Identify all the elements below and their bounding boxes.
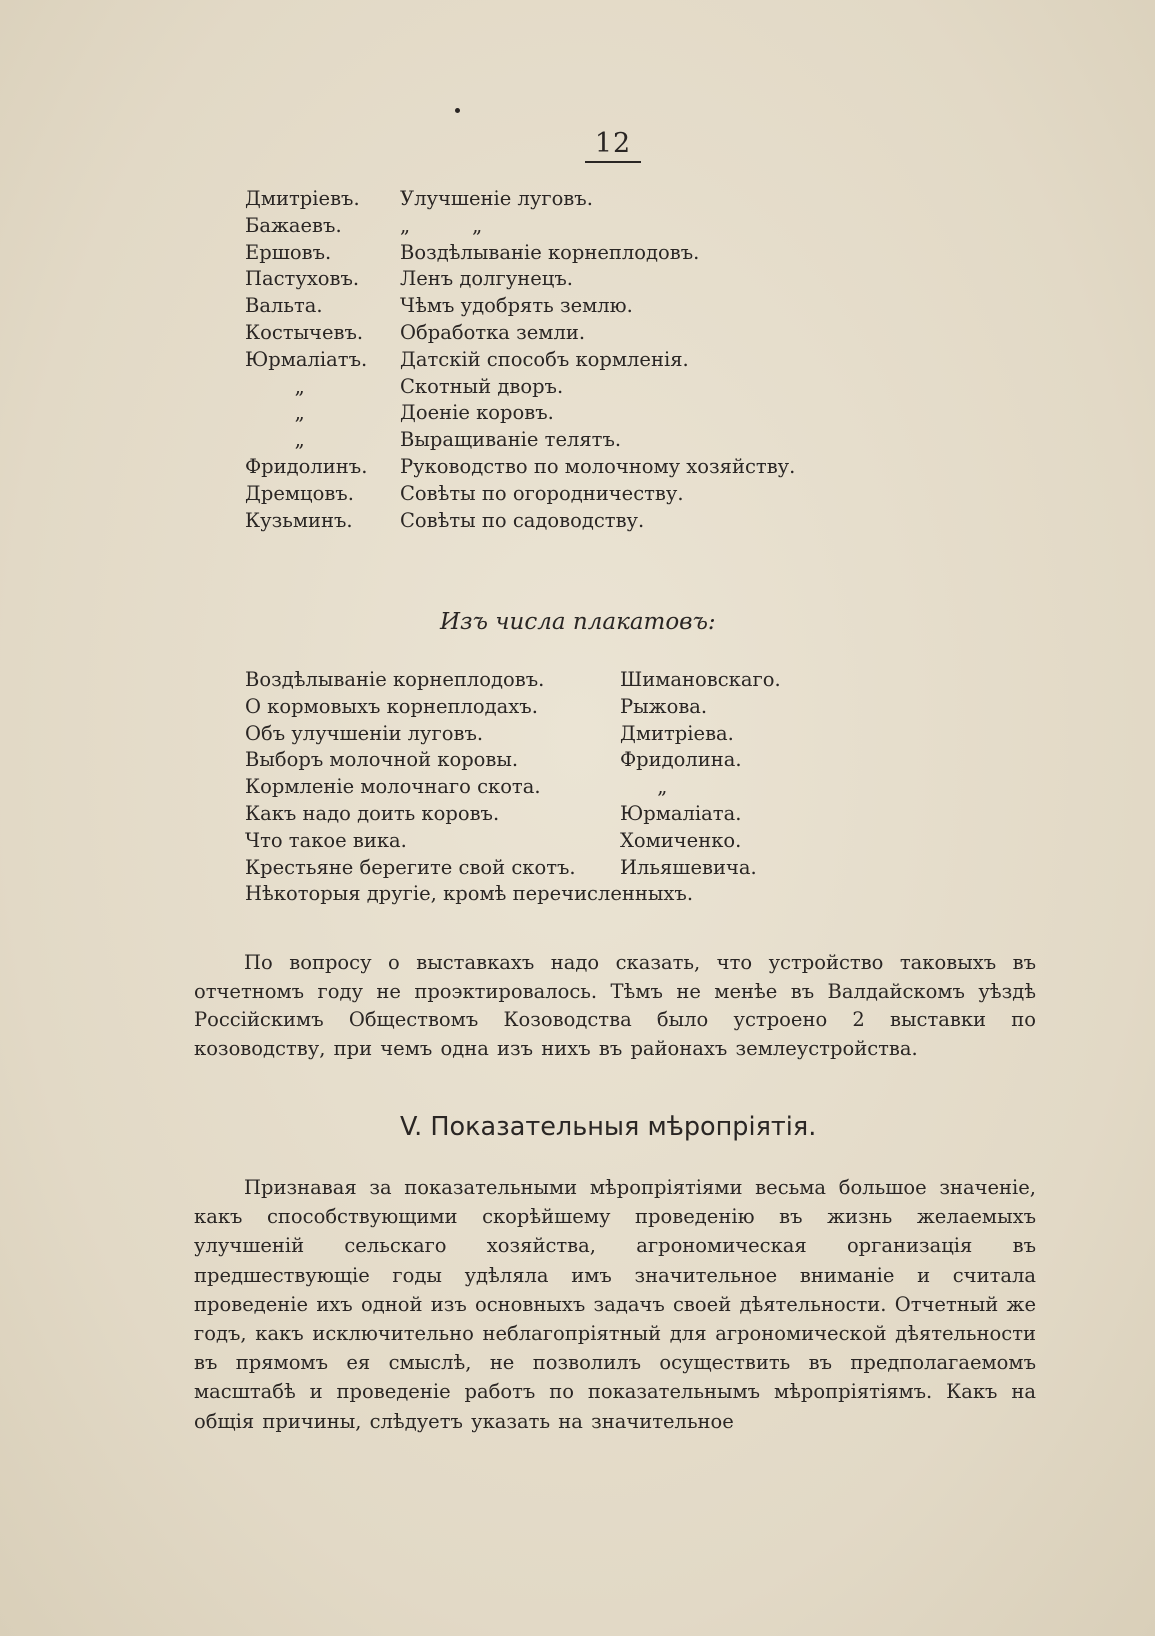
list-author: Фридолинъ. <box>245 454 368 478</box>
poster-title: Крестьяне берегите свой скотъ. <box>245 855 576 879</box>
list-item <box>245 828 825 855</box>
list-item <box>245 855 825 882</box>
list-author: Бажаевъ. <box>245 213 342 237</box>
list-author: Пастуховъ. <box>245 267 360 291</box>
poster-author <box>693 881 825 908</box>
poster-title: Выборъ молочной коровы. <box>245 748 519 772</box>
list-item <box>245 320 865 347</box>
poster-list <box>245 667 825 908</box>
list-title: Датскій способъ кормленія. <box>400 347 689 371</box>
poster-author: „ <box>620 775 668 799</box>
list-title: Обработка земли. <box>400 320 586 344</box>
list-title: Улучшеніе луговъ. <box>400 187 593 210</box>
paragraph-exhibitions: По вопросу о выставкахъ надо сказать, что устройство таковыхъ въ отчетномъ году не проэктировалось. Тѣмъ не менѣе въ Валдайскомъ уѣздѣ Россійскимъ Обществомъ Козоводства было устроено 2 выставки по козоводству, при чемъ одна изъ нихъ въ районахъ землеустройства. <box>194 951 1036 1060</box>
list-title: Скотный дворъ. <box>400 374 564 398</box>
poster-title: О кормовыхъ корнеплодахъ. <box>245 694 538 718</box>
list-item <box>245 508 865 535</box>
list-item <box>245 186 865 213</box>
list-item <box>245 774 825 801</box>
list-title: Совѣты по садоводству. <box>400 508 645 532</box>
poster-title: Кормленіе молочнаго скота. <box>245 775 541 799</box>
list-author: Юрмаліатъ. <box>245 347 368 371</box>
list-title: Ленъ долгунецъ. <box>400 267 573 291</box>
list-item <box>245 427 865 454</box>
list-item <box>245 213 865 240</box>
list-author: „ <box>245 374 305 398</box>
brochure-list <box>245 186 865 534</box>
poster-title: Нѣкоторыя другіе, кромѣ перечисленныхъ. <box>245 882 694 906</box>
list-author: Дремцовъ. <box>245 481 354 505</box>
poster-author: Дмитріева. <box>620 721 734 745</box>
list-item <box>245 721 825 748</box>
poster-title: Какъ надо доить коровъ. <box>245 801 500 825</box>
list-title: „ „ <box>400 213 483 237</box>
list-item <box>245 266 865 293</box>
poster-title: Объ улучшеніи луговъ. <box>245 721 484 745</box>
poster-author: Шимановскаго. <box>620 668 781 691</box>
list-title: Выращиваніе телятъ. <box>400 428 622 452</box>
poster-author: Юрмаліата. <box>620 801 742 825</box>
list-item <box>245 374 865 401</box>
list-item <box>245 667 825 694</box>
page-number: 12 <box>594 128 632 159</box>
paragraph-demonstrations: Признавая за показательными мѣропріятіями весьма большое значеніе, какъ способствующими скорѣйшему проведенію въ жизнь желаемыхъ улучшеній сельскаго хозяйства, агрономическая организація въ предшествующіе годы удѣляла имъ значительное вниманіе и считала проведеніе ихъ одной изъ основныхъ задачъ своей дѣятельности. Отчетный же годъ, какъ исключительно неблагопріятный для агрономической дѣятельности въ прямомъ ея смыслѣ, не позволилъ осуществить въ предполагаемомъ масштабѣ и проведеніе работъ по показательнымъ мѣропріятіямъ. Какъ на общія причины, слѣдуетъ указать на значительное <box>194 1176 1036 1433</box>
list-author: Кузьминъ. <box>245 508 353 532</box>
list-author: Ершовъ. <box>245 240 332 264</box>
poster-author: Хомиченко. <box>620 828 742 852</box>
list-item <box>245 801 825 828</box>
list-item <box>245 747 825 774</box>
poster-title: Что такое вика. <box>245 828 407 852</box>
poster-author: Рыжова. <box>620 694 708 718</box>
list-item <box>245 400 865 427</box>
poster-title: Воздѣлываніе корнеплодовъ. <box>245 668 545 691</box>
list-item <box>245 881 825 908</box>
list-author: Вальта. <box>245 294 323 318</box>
list-item <box>245 347 865 374</box>
list-author: Костычевъ. <box>245 320 364 344</box>
ink-dot <box>455 108 460 113</box>
list-author: „ <box>245 401 305 425</box>
list-title: Руководство по молочному хозяйству. <box>400 454 796 478</box>
list-item <box>245 293 865 320</box>
page-number-underline <box>585 161 641 163</box>
list-title: Совѣты по огородничеству. <box>400 481 684 505</box>
list-author: Дмитріевъ. <box>245 187 360 210</box>
list-item <box>245 454 865 481</box>
section-heading: V. Показательныя мѣропріятія. <box>400 1112 817 1142</box>
list-item <box>245 481 865 508</box>
list-title: Воздѣлываніе корнеплодовъ. <box>400 240 700 264</box>
posters-heading: Изъ числа плакатовъ: <box>440 609 716 635</box>
poster-author: Фридолина. <box>620 748 742 772</box>
poster-author: Ильяшевича. <box>620 855 757 879</box>
list-author: „ <box>245 428 305 452</box>
list-title: Доеніе коровъ. <box>400 401 554 425</box>
list-item <box>245 694 825 721</box>
list-title: Чѣмъ удобрять землю. <box>400 294 633 318</box>
list-item <box>245 240 865 267</box>
